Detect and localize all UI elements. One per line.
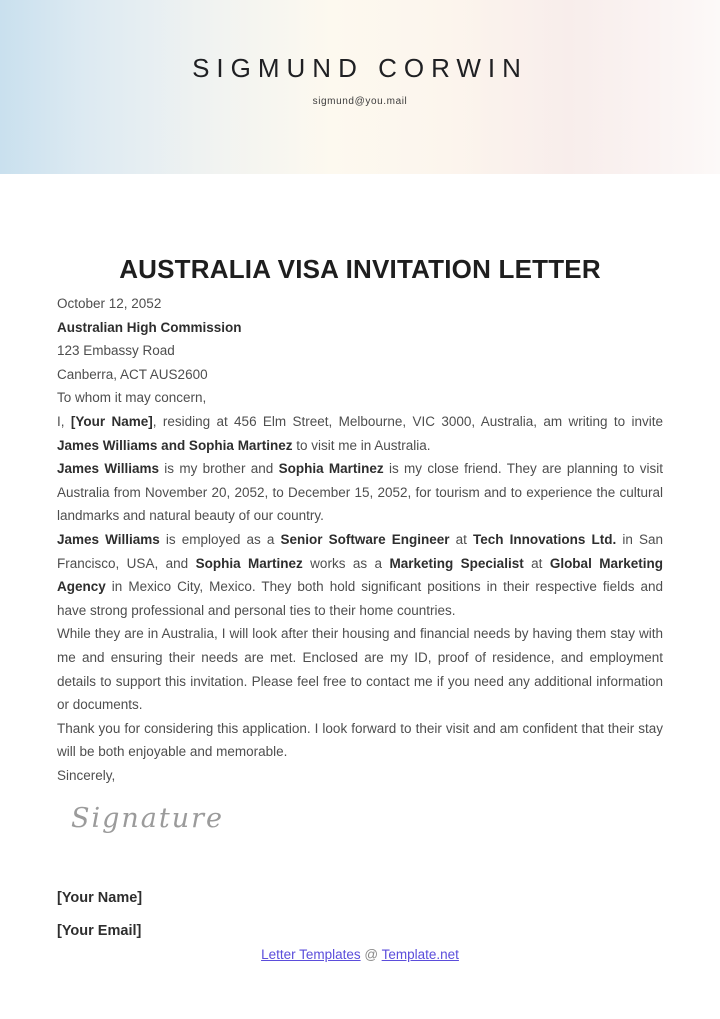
letter-body — [57, 292, 663, 787]
letterhead — [0, 0, 720, 174]
signature-script: Signature — [71, 803, 225, 835]
footer — [57, 946, 663, 964]
template-net-link[interactable]: Template.net — [381, 947, 459, 963]
paragraph-introduction: I, [Your Name], residing at 456 Elm Street, Melbourne, VIC 3000, Australia, am writing to invite James Williams and Sophia Martinez to visit me in Australia. — [57, 413, 663, 453]
recipient-address-line2: Canberra, ACT AUS2600 — [57, 366, 208, 382]
letterhead-name: SIGMUND CORWIN — [192, 53, 528, 83]
sender-email-placeholder: [Your Email] — [57, 923, 142, 940]
letter-date: October 12, 2052 — [57, 296, 162, 311]
paragraph-relationship: James Williams is my brother and Sophia Martinez is my close friend. They are planning to visit Australia from November 20, 2052, to December 15, 2052, for tourism and to experience the cultural landmarks and natural beauty of our country. — [57, 461, 664, 524]
paragraph-support: While they are in Australia, I will look after their housing and financial needs by having them stay with me and ensuring their needs are met. Enclosed are my ID, proof of residence, and employment details to support this invitation. Please feel free to contact me if you need any additional information or documents. — [57, 626, 663, 713]
salutation: To whom it may concern, — [57, 390, 207, 406]
letter-page — [0, 254, 720, 964]
footer-at-sign: @ — [364, 947, 379, 963]
paragraph-thanks: Thank you for considering this application. I look forward to their visit and am confident that their stay will be both enjoyable and memorable. — [57, 720, 663, 760]
letterhead-email: sigmund@you.mail — [312, 96, 408, 107]
letter-templates-link[interactable]: Letter Templates — [261, 947, 361, 963]
closing: Sincerely, — [57, 767, 116, 783]
sender-name-placeholder: [Your Name] — [57, 890, 143, 907]
recipient-address-line1: 123 Embassy Road — [57, 343, 175, 359]
recipient-organization: Australian High Commission — [57, 319, 242, 335]
letter-title: AUSTRALIA VISA INVITATION LETTER — [119, 254, 601, 284]
paragraph-employment: James Williams is employed as a Senior Software Engineer at Tech Innovations Ltd. in San Francisco, USA, and Sophia Martinez works as a Marketing Specialist at Global Marketing Agency in Mexico City, Mexico. They both hold significant positions in their respective fields and have strong professional and personal ties to their home countries. — [57, 531, 663, 618]
